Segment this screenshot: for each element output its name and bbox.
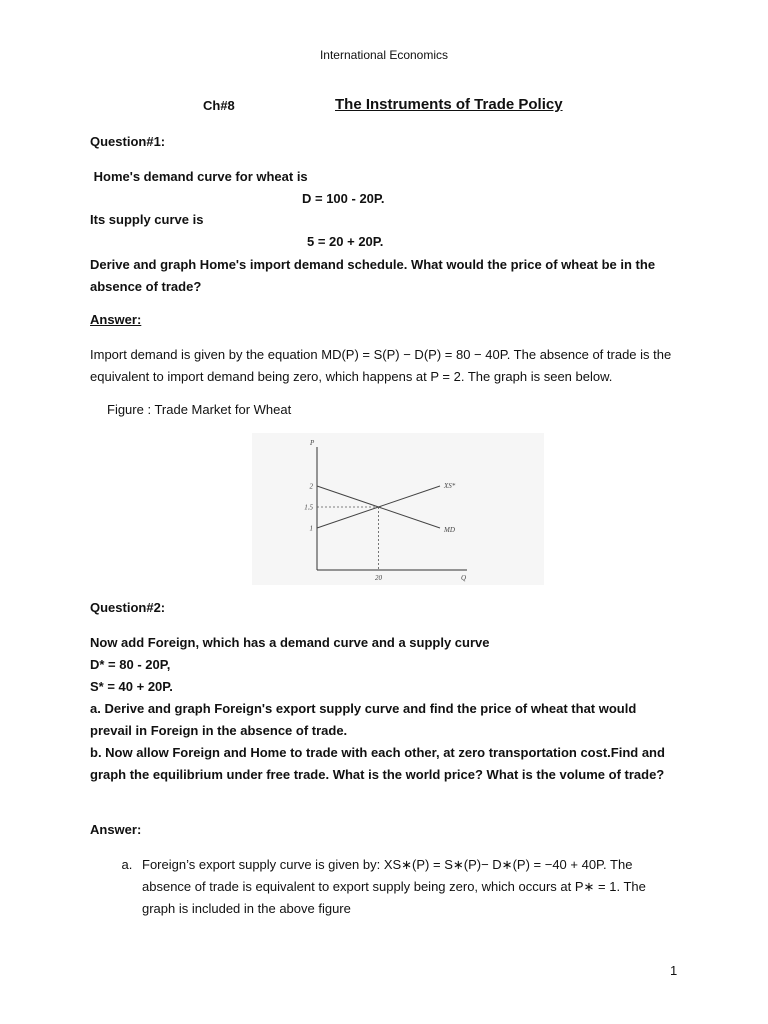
y-tick-label: 1: [309, 524, 313, 533]
q2-part-b: b. Now allow Foreign and Home to trade with each other, at zero transportation cost.Find and graph the equilibrium under free trade. What is the world price? What is the volume of trade?: [90, 745, 665, 782]
q1-answer-text: Import demand is given by the equation MD(P) = S(P) − D(P) = 80 − 40P. The absence of trade is the equivalent to import demand being zero, which happens at P = 2. The graph is seen below.: [90, 347, 672, 384]
trade-market-chart: [252, 433, 544, 585]
q1-demand-equation: D = 100 - 20P.: [302, 191, 385, 206]
q1-prompt: Derive and graph Home's import demand schedule. What would the price of wheat be in the absence of trade?: [90, 257, 656, 294]
q2-answer-a: a. Foreign’s export supply curve is given by: XS∗(P) = S∗(P)− D∗(P) = −40 + 40P. The absence of trade is equivalent to export supply being zero, which occurs at P∗ = 1. The graph is included in the above figure: [136, 854, 680, 920]
q2-foreign-demand: D* = 80 - 20P,: [90, 657, 171, 672]
page-header: International Economics: [319, 48, 449, 62]
q2-part-a: a. Derive and graph Foreign's export supply curve and find the price of wheat that would prevail in Foreign in the absence of trade.: [90, 701, 637, 738]
page-number: 1: [670, 963, 678, 978]
question-2-label: Question#2:: [90, 600, 166, 615]
y-tick-label: 1.5: [304, 503, 313, 512]
series-label-xs-star: XS*: [444, 482, 456, 490]
figure-caption: Figure : Trade Market for Wheat: [107, 402, 292, 417]
x-tick-label: 20: [375, 574, 382, 582]
trade-market-figure: [252, 433, 544, 585]
question-1-label: Question#1:: [90, 134, 166, 149]
q1-demand-text: Home's demand curve for wheat is: [90, 169, 308, 184]
chapter-title: The Instruments of Trade Policy: [335, 96, 563, 113]
x-axis-label: Q: [461, 574, 467, 582]
q2-intro: Now add Foreign, which has a demand curve and a supply curve: [90, 635, 490, 650]
chapter-number: Ch#8: [203, 98, 235, 113]
series-label-md: MD: [444, 526, 455, 534]
q1-supply-equation: 5 = 20 + 20P.: [307, 234, 384, 249]
q1-answer-label: Answer:: [90, 312, 142, 327]
q2-foreign-supply: S* = 40 + 20P.: [90, 679, 173, 694]
q1-supply-text: Its supply curve is: [90, 212, 204, 227]
y-tick-label: 2: [309, 482, 313, 491]
q2-answer-list: [90, 854, 680, 920]
y-axis-label: P: [310, 439, 315, 447]
q2-answer-label: Answer:: [90, 822, 142, 837]
